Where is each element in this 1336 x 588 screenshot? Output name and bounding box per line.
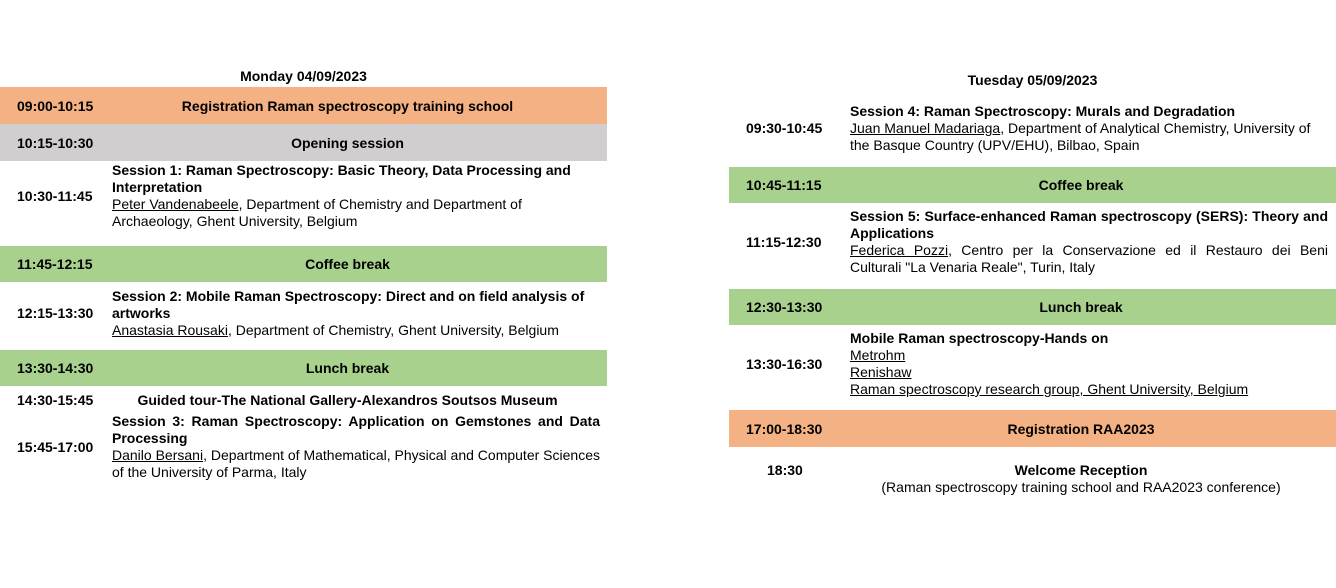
- schedule-row: [0, 161, 607, 231]
- session-details: [850, 330, 1336, 398]
- schedule-row: [0, 390, 607, 410]
- time-slot: 13:30-16:30: [746, 356, 823, 372]
- speaker-name: Anastasia Rousaki: [112, 321, 228, 338]
- link-ghent-research-group[interactable]: Raman spectroscopy research group, Ghent University, Belgium: [850, 381, 1249, 397]
- time-slot: 09:30-10:45: [746, 120, 823, 136]
- event-title: Welcome Reception: [1014, 462, 1148, 478]
- speaker-affiliation: , Department of Mathematical, Physical and Computer Sciences of the University of Parma, Italy: [112, 447, 600, 480]
- schedule-row: [729, 410, 1336, 447]
- time-slot: 18:30: [767, 462, 803, 478]
- event-title: Coffee break: [1038, 177, 1124, 193]
- session-title: Session 2: Mobile Raman Spectroscopy: Direct and on field analysis of artworks: [112, 287, 585, 321]
- schedule-row: [0, 412, 607, 482]
- speaker-affiliation: , Centro per la Conservazione ed il Restauro dei Beni Culturali "La Venaria Reale", Turin, Italy: [850, 242, 1328, 275]
- speaker-name: Peter Vandenabeele: [112, 196, 239, 212]
- speaker-affiliation: , Department of Chemistry, Ghent University, Belgium: [227, 321, 559, 338]
- speaker-affiliation: , Department of Chemistry and Department of Archaeology, Ghent University, Belgium: [112, 196, 522, 229]
- schedule-row: [729, 167, 1336, 203]
- schedule-row: [729, 289, 1336, 325]
- schedule-row: [729, 204, 1336, 280]
- day2-title: Tuesday 05/09/2023: [967, 72, 1098, 88]
- event-title: Registration Raman spectroscopy training school: [181, 97, 514, 114]
- time-slot: 14:30-15:45: [17, 392, 94, 408]
- day1-title: Monday 04/09/2023: [240, 68, 367, 84]
- time-slot: 11:15-12:30: [746, 234, 822, 250]
- event-title: Guided tour-The National Gallery-Alexandros Soutsos Museum: [137, 392, 558, 408]
- event-title: Opening session: [291, 134, 404, 151]
- time-slot: 12:15-13:30: [17, 305, 94, 321]
- speaker-name: Federica Pozzi: [850, 242, 949, 258]
- time-slot: 13:30-14:30: [17, 360, 94, 376]
- time-slot: 11:45-12:15: [17, 256, 93, 272]
- time-slot: 17:00-18:30: [746, 420, 823, 437]
- session-title: Session 1: Raman Spectroscopy: Basic Theory, Data Processing and Interpretation: [112, 162, 571, 195]
- time-slot: 10:45-11:15: [746, 177, 822, 193]
- time-slot: 12:30-13:30: [746, 299, 823, 315]
- schedule-row: [0, 87, 607, 124]
- session-title: Session 4: Raman Spectroscopy: Murals and Degradation: [850, 102, 1236, 119]
- link-renishaw[interactable]: Renishaw: [850, 364, 912, 380]
- event-title: Lunch break: [1039, 299, 1123, 315]
- schedule-row: [0, 283, 607, 343]
- session-title: Mobile Raman spectroscopy-Hands on: [850, 330, 1109, 346]
- event-title: Registration RAA2023: [1007, 420, 1155, 437]
- link-metrohm[interactable]: Metrohm: [850, 347, 906, 363]
- schedule-row: [0, 350, 607, 386]
- speaker-affiliation: , Department of Analytical Chemistry, University of the Basque Country (UPV/EHU), Bilbao, Spain: [850, 119, 1311, 153]
- session-details: [112, 162, 607, 230]
- session-details: [850, 103, 1336, 154]
- schedule-row: [729, 98, 1336, 158]
- schedule-row: [0, 246, 607, 282]
- schedule-row: [0, 124, 607, 161]
- schedule-row: [729, 326, 1336, 402]
- session-details: [112, 413, 607, 481]
- time-slot: 10:30-11:45: [17, 188, 93, 204]
- event-title: Coffee break: [305, 256, 390, 272]
- session-details: [112, 288, 607, 339]
- session-title: Session 5: Surface-enhanced Raman spectroscopy (SERS): Theory and Applications: [850, 208, 1328, 241]
- time-slot: 10:15-10:30: [17, 134, 94, 151]
- event-subtitle: (Raman spectroscopy training school and RAA2023 conference): [881, 479, 1281, 495]
- schedule-row: [729, 462, 1336, 502]
- session-title: Session 3: Raman Spectroscopy: Application on Gemstones and Data Processing: [112, 413, 600, 446]
- time-slot: 09:00-10:15: [17, 97, 94, 114]
- time-slot: 15:45-17:00: [17, 439, 94, 455]
- event-details: [850, 462, 1336, 496]
- speaker-name: Juan Manuel Madariaga: [850, 119, 1001, 136]
- session-details: [850, 208, 1336, 276]
- event-title: Lunch break: [305, 360, 390, 376]
- speaker-name: Danilo Bersani: [112, 447, 204, 463]
